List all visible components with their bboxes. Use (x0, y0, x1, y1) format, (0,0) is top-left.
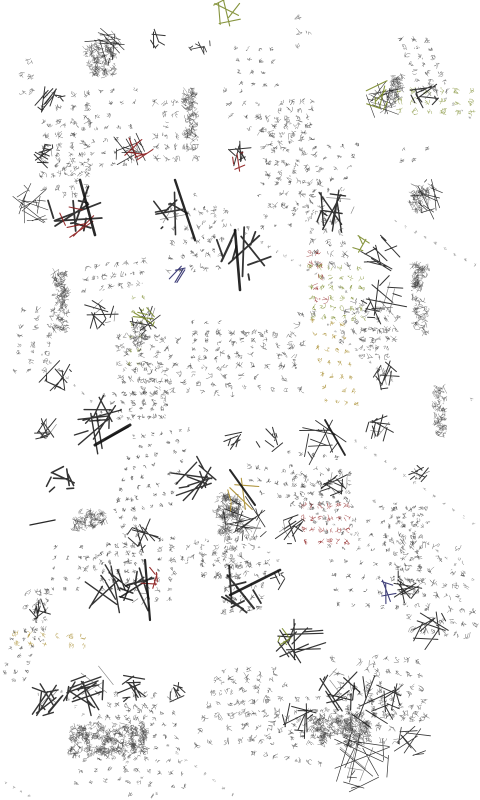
glyph-grid (339, 306, 401, 345)
accent-knot (366, 81, 387, 110)
tangled-knot (320, 475, 347, 496)
tangled-knot (319, 672, 360, 711)
tangled-knot (394, 726, 430, 755)
tangled-knot (128, 519, 160, 553)
glyph-grid (295, 15, 312, 49)
tangled-knot (394, 571, 422, 603)
tangled-knot (275, 515, 302, 544)
scribble-cluster (71, 509, 108, 532)
tangled-knot (361, 276, 406, 324)
tangled-knot (32, 684, 62, 716)
glyph-trail (373, 500, 475, 581)
glyph-grid (190, 193, 217, 267)
tangled-knot (130, 306, 160, 335)
glyph-trail (5, 782, 31, 797)
glyph-grid (3, 628, 38, 681)
glyph-grid (302, 204, 350, 269)
tangled-knot (351, 676, 400, 727)
glyph-grid (307, 251, 329, 304)
tangled-knot (217, 227, 271, 280)
glyph-trail (166, 744, 233, 796)
glyph-grid (191, 329, 268, 359)
scribble-cluster (67, 721, 149, 759)
tangled-knot (35, 419, 56, 439)
glyph-grid (169, 544, 236, 578)
glyph-grid (83, 555, 99, 572)
glyph-grid (398, 36, 449, 94)
glyph-grid (155, 537, 176, 602)
tangled-knot (317, 190, 345, 232)
tangled-knot (171, 457, 216, 501)
accent-knot (169, 266, 185, 282)
glyph-grid (279, 311, 317, 368)
glyph-grid (19, 59, 35, 95)
scribble-glyph-field (3, 15, 478, 799)
tangled-knot (39, 361, 71, 391)
glyph-grid (114, 428, 190, 513)
glyph-grid (310, 318, 359, 405)
scribble-cluster (181, 88, 197, 152)
accent-knot (353, 236, 369, 253)
glyph-trail (395, 220, 477, 267)
scribble-cluster (307, 711, 372, 749)
glyph-grid (199, 552, 240, 579)
tangled-knot (282, 703, 316, 738)
glyph-grid (41, 91, 91, 191)
glyph-grid (30, 589, 52, 642)
tangled-knot (118, 676, 145, 702)
scribble-cluster (432, 384, 447, 437)
bold-stroke (235, 230, 240, 290)
glyph-grid (51, 545, 83, 591)
tangled-knot (151, 29, 166, 48)
tangled-knot (224, 432, 242, 449)
tangled-knot (75, 396, 129, 454)
tangled-knot-echo (104, 31, 122, 52)
glyph-grid (215, 527, 257, 579)
bold-stroke (230, 570, 280, 595)
glyph-grid (359, 327, 391, 360)
tangled-knot (47, 467, 75, 492)
glyph-grid (399, 513, 424, 594)
glyph-grid (223, 88, 266, 132)
glyph-grid (246, 143, 359, 231)
glyph-trail (470, 398, 473, 401)
tangled-knot (64, 676, 104, 716)
tangled-knot (256, 427, 282, 451)
dense-scribble-clusters (49, 41, 447, 758)
scribble-cluster (410, 261, 430, 336)
tangled-knot (361, 235, 400, 270)
glyph-grid (13, 307, 55, 374)
tangled-knot (373, 361, 399, 390)
tangled-knot (85, 301, 118, 329)
tangled-knot (366, 415, 393, 441)
tangled-knot (229, 141, 252, 165)
glyph-grid (216, 329, 304, 393)
glyph-grid (81, 258, 147, 293)
glyph-grid (95, 690, 157, 720)
glyph-grid (268, 98, 315, 146)
accent-knot (214, 0, 241, 26)
glyph-grid (194, 671, 287, 748)
scribble-cluster (49, 268, 71, 333)
glyph-grid (127, 295, 145, 365)
tangled-knot (189, 41, 210, 55)
glyph-trail (308, 507, 370, 546)
bold-stroke (30, 520, 55, 525)
glyph-grid (234, 46, 279, 87)
glyph-grid (400, 147, 429, 163)
glyph-grid (247, 464, 307, 501)
glyph-trail (355, 440, 475, 525)
tangled-knot (300, 420, 346, 465)
bold-stroke (325, 420, 345, 455)
